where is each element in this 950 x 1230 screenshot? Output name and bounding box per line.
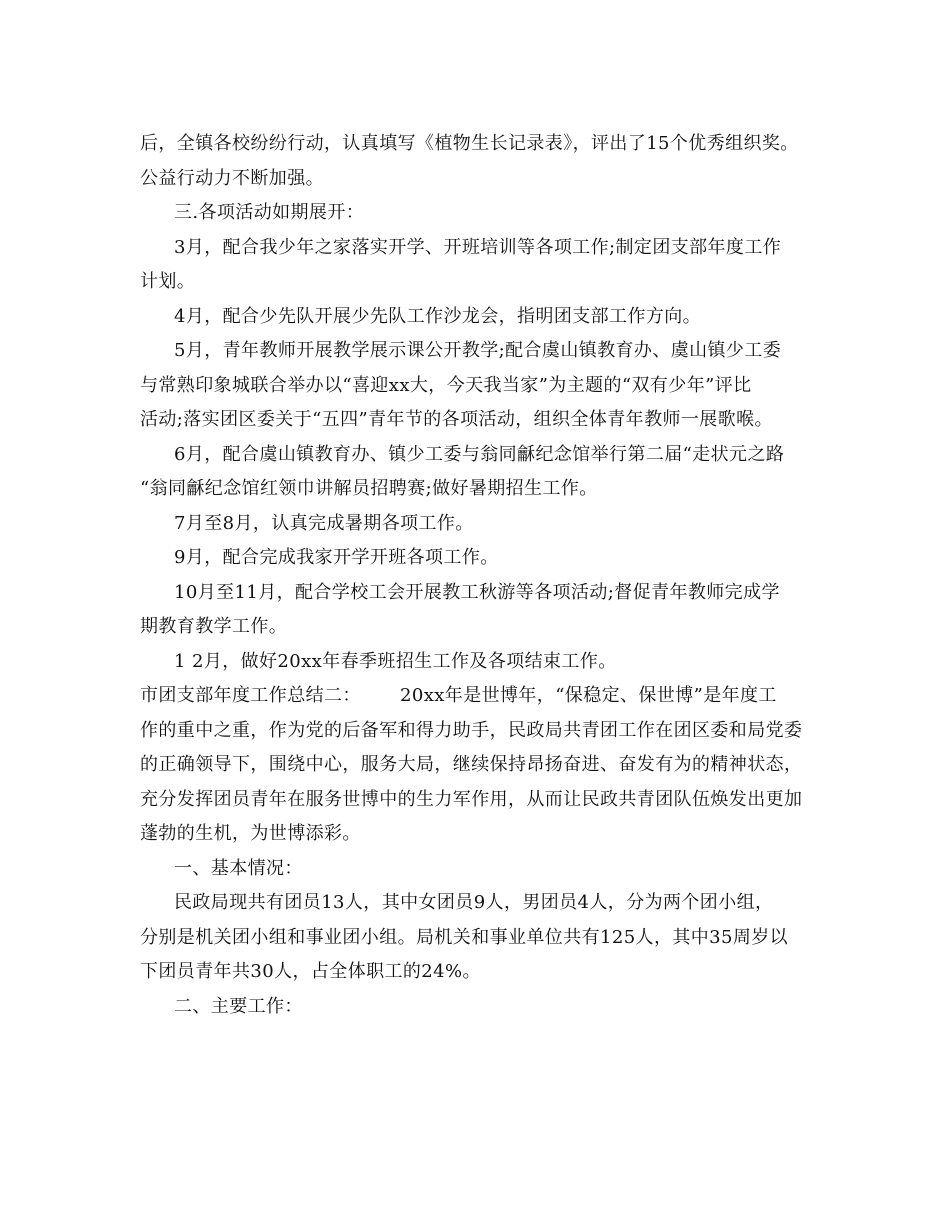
text-line: 活动;落实团区委关于“五四”青年节的各项活动，组织全体青年教师一展歌喉。 [140, 409, 773, 430]
text-line: 公益行动力不断加强。 [140, 167, 324, 189]
text-line: 与常熟印象城联合举办以“喜迎xx大，今天我当家”为主题的“双有少年”评比 [140, 374, 752, 396]
text-line: “翁同龢纪念馆红领巾讲解员招聘赛;做好暑期招生工作。 [140, 478, 598, 499]
section-heading: 二、主要工作： [174, 995, 303, 1017]
text-line: 3月，配合我少年之家落实开学、开班培训等各项工作;制定团支部年度工作 [174, 236, 782, 258]
text-line: 分别是机关团小组和事业团小组。局机关和事业单位共有125人，其中35周岁以 [140, 926, 789, 948]
text-line: 民政局现共有团员13人，其中女团员9人，男团员4人，分为两个团小组， [174, 892, 774, 913]
text-line: 9月，配合完成我家开学开班各项工作。 [174, 547, 499, 568]
text-line: 1 2月，做好20xx年春季班招生工作及各项结束工作。 [174, 650, 617, 672]
text-line: 10月至11月，配合学校工会开展教工秋游等各项活动;督促青年教师完成学 [174, 581, 780, 603]
text-line: 蓬勃的生机，为世博添彩。 [140, 823, 361, 844]
section-heading: 一、基本情况： [174, 857, 303, 879]
text-line: 的正确领导下，围绕中心，服务大局，继续保持昂扬奋进、奋发有为的精神状态， [140, 754, 803, 775]
text-line: 后，全镇各校纷纷行动，认真填写《植物生长记录表》，评出了15个优秀组织奖。 [140, 133, 799, 154]
text-line: 期教育教学工作。 [140, 616, 288, 637]
section-heading: 三.各项活动如期展开： [174, 202, 365, 223]
section-title-line [140, 679, 812, 714]
text-line: 计划。 [140, 271, 196, 292]
text-line: 4月，配合少先队开展少先队工作沙龙会，指明团支部工作方向。 [174, 305, 702, 327]
text-line: 7月至8月，认真完成暑期各项工作。 [174, 512, 474, 534]
section-first-line: 20xx年是世博年，“保稳定、保世博”是年度工 [400, 685, 777, 706]
text-line: 充分发挥团员青年在服务世博中的生力军作用，从而让民政共青团队伍焕发出更加 [140, 788, 803, 810]
text-line: 6月，配合虞山镇教育办、镇少工委与翁同龢纪念馆举行第二届“走状元之路 [174, 443, 785, 465]
text-line: 作的重中之重，作为党的后备军和得力助手，民政局共青团工作在团区委和局党委 [140, 719, 803, 741]
document-body [140, 127, 812, 1024]
text-line: 下团员青年共30人，占全体职工的24%。 [140, 961, 481, 982]
text-line: 5月，青年教师开展教学展示课公开教学;配合虞山镇教育办、虞山镇少工委 [174, 340, 782, 361]
section-title: 市团支部年度工作总结二： [140, 685, 361, 706]
